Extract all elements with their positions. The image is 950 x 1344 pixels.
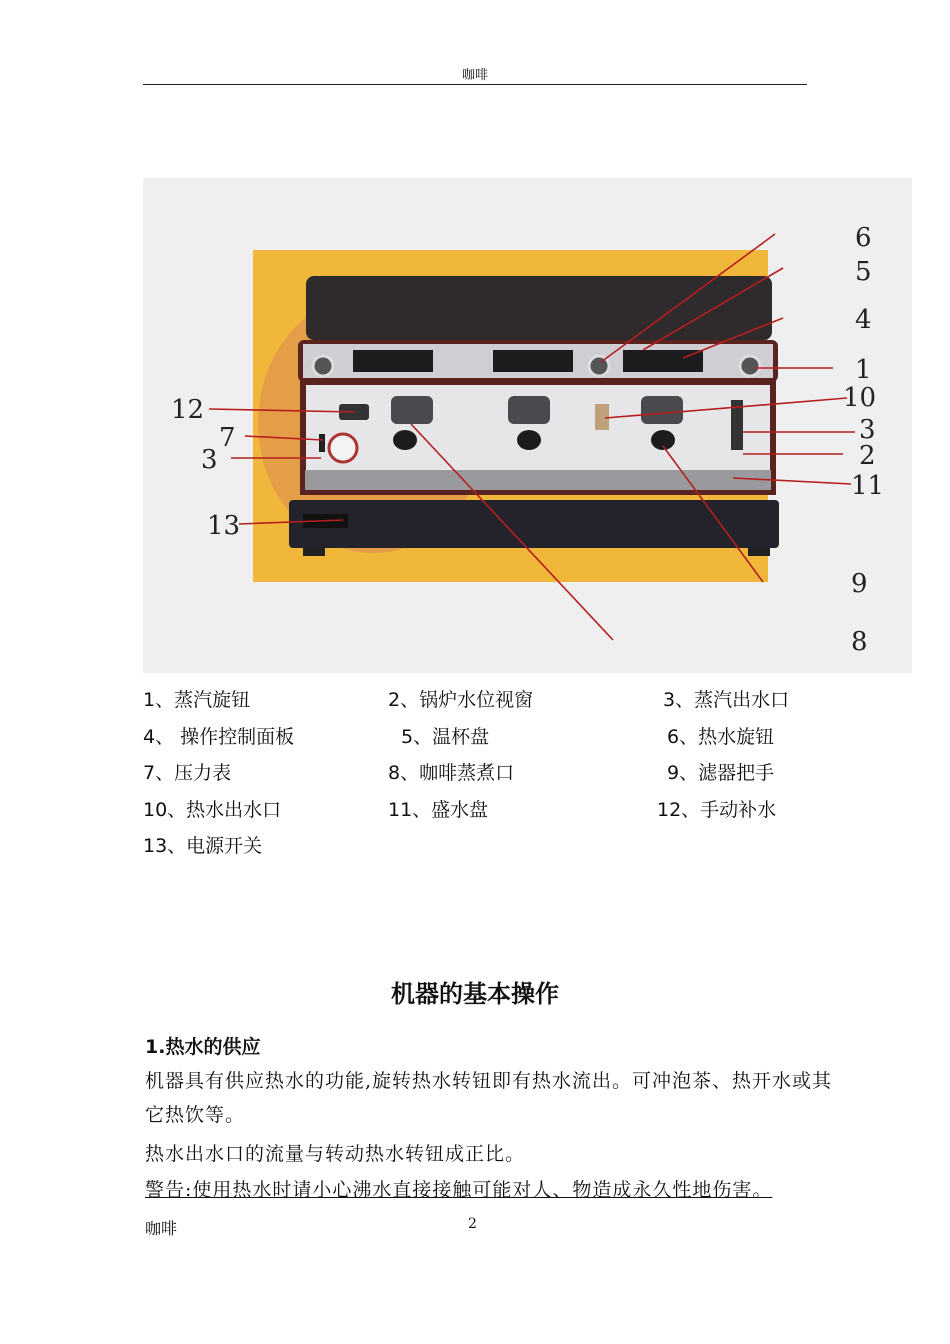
steam-knob-right — [740, 356, 760, 376]
group-head-3 — [641, 396, 683, 424]
legend-item: 11、盛水盘 — [388, 798, 489, 821]
legend-item: 7、压力表 — [143, 762, 232, 784]
hot-water-spout — [595, 404, 609, 430]
coffee-machine-illustration — [143, 178, 912, 673]
panel-display-1 — [353, 350, 433, 372]
callout-8: 8 — [851, 627, 868, 657]
callout-6: 6 — [855, 223, 872, 253]
group-head-1 — [391, 396, 433, 424]
callout-2: 2 — [859, 441, 876, 471]
panel-display-2 — [493, 350, 573, 372]
header-rule — [143, 84, 807, 85]
legend-item: 10、热水出水口 — [143, 798, 282, 821]
legend-row — [143, 758, 823, 795]
legend-item: 5、温杯盘 — [401, 725, 490, 748]
warning-text: 警告:使用热水时请小心沸水直接接触可能对人、物造成永久性地伤害。 — [145, 1179, 773, 1201]
legend-item: 12、手动补水 — [657, 798, 777, 821]
gauge-slot — [319, 434, 325, 452]
steam-knob-left — [313, 356, 333, 376]
section-title: 机器的基本操作 — [391, 980, 559, 1008]
footer-title: 咖啡 — [145, 1219, 178, 1238]
legend-item: 4、 操作控制面板 — [143, 725, 295, 748]
legend-row — [143, 685, 823, 722]
legend-item: 1、蒸汽旋钮 — [143, 689, 251, 711]
callout-3-right: 3 — [859, 415, 876, 445]
machine-base — [289, 500, 779, 548]
page-number: 2 — [468, 1216, 477, 1232]
legend-row — [143, 795, 823, 832]
legend-item: 8、咖啡蒸煮口 — [388, 762, 515, 784]
legend-item: 2、锅炉水位视窗 — [388, 689, 534, 711]
coffee-machine-figure — [143, 178, 912, 673]
legend-item: 3、蒸汽出水口 — [663, 689, 790, 711]
callout-4: 4 — [855, 305, 872, 335]
callout-9: 9 — [851, 569, 868, 599]
callout-13: 13 — [207, 511, 241, 541]
portafilter-2 — [517, 430, 541, 450]
foot-left — [303, 548, 325, 556]
callout-7: 7 — [219, 423, 236, 453]
legend-item: 9、滤器把手 — [667, 762, 775, 784]
page-header-title: 咖啡 — [461, 68, 488, 83]
callout-3-left: 3 — [201, 445, 218, 475]
foot-right — [748, 548, 770, 556]
paragraph-hot-water-function: 机器具有供应热水的功能,旋转热水转钮即有热水流出。可冲泡茶、热开水或其它热饮等。 — [145, 1070, 833, 1126]
callout-12: 12 — [171, 395, 205, 425]
parts-legend — [143, 685, 823, 868]
legend-item: 13、电源开关 — [143, 835, 263, 857]
drip-tray — [305, 470, 771, 490]
portafilter-1 — [393, 430, 417, 450]
callout-10: 10 — [843, 383, 877, 413]
legend-row — [143, 831, 823, 868]
callout-5: 5 — [855, 257, 872, 287]
legend-row — [143, 722, 823, 759]
callout-11: 11 — [851, 471, 885, 501]
panel-display-3 — [623, 350, 703, 372]
cup-warmer-tray — [306, 276, 772, 340]
group-head-2 — [508, 396, 550, 424]
callout-1: 1 — [855, 355, 872, 385]
pressure-gauge — [329, 434, 357, 462]
sub-heading: 1.热水的供应 — [145, 1036, 261, 1058]
legend-item: 6、热水旋钮 — [667, 725, 775, 748]
paragraph-flow-rate: 热水出水口的流量与转动热水转钮成正比。 — [145, 1143, 526, 1165]
